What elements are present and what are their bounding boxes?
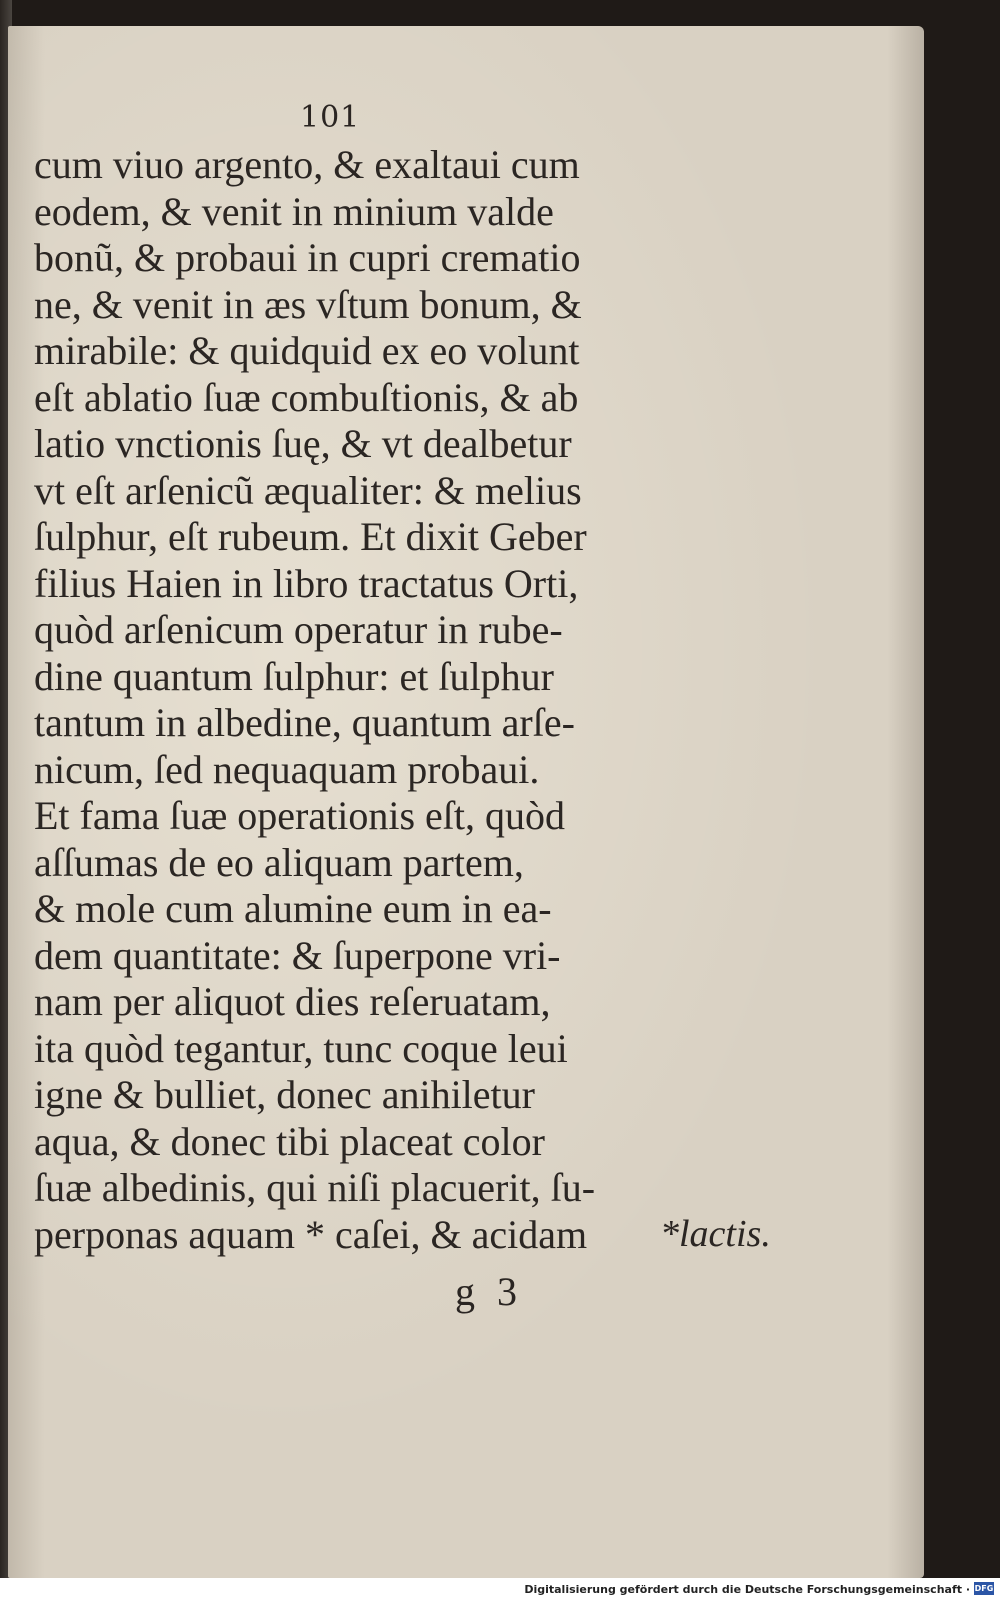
dfg-logo: DFG [974,1584,994,1593]
text-line: igne & bulliet, donec anihiletur [34,1072,535,1117]
text-line: dem quantitate: & ſuperpone vri- [34,932,561,978]
text-line: mirabile: & quidquid ex eo volunt [34,328,580,373]
page-number: 101 [300,100,361,135]
margin-annotation: *lactis. [660,1213,771,1255]
text-line: ſuæ albedinis, qui niſi placuerit, ſu- [34,1165,596,1210]
text-line: vt eſt arſenicũ æqualiter: & melius [34,467,582,513]
text-line: bonũ, & probaui in cupri crematio [34,235,581,280]
text-line: nam per aliquot dies reſeruatam, [34,979,551,1024]
page-text-block [34,142,674,1258]
text-line: eſt ablatio ſuæ combuſtionis, & ab [34,374,579,420]
text-line: ita quòd tegantur, tunc coque leui [34,1025,568,1071]
text-line: eodem, & venit in minium valde [34,188,554,234]
text-line: aſſumas de eo aliquam partem, [34,839,524,885]
text-line: ſulphur, eſt rubeum. Et dixit Geber [34,514,587,559]
text-line: cum viuo argento, & exaltaui cum [34,142,580,187]
text-line: tantum in albedine, quantum arſe- [34,700,575,745]
text-line: & mole cum alumine eum in ea- [34,886,552,931]
text-line: nicum, ſed nequaquam probaui. [34,746,540,792]
text-line: ne, & venit in æs vſtum bonum, & [34,281,582,327]
text-line: dine quantum ſulphur: et ſulphur [34,653,554,699]
digitization-credit: Digitalisierung gefördert durch die Deutsche Forschungsgemeinschaft · [524,1583,970,1596]
text-line: filius Haien in libro tractatus Orti, [34,560,579,606]
text-line: latio vnctionis ſuę, & vt dealbetur [34,421,572,466]
text-line: perponas aquam * caſei, & acidam [34,1211,588,1257]
text-line: quòd arſenicum operatur in rube- [34,607,563,652]
text-line: aqua, & donec tibi placeat color [34,1118,545,1164]
text-line: Et fama ſuæ operationis eſt, quòd [34,793,565,838]
signature-mark: g 3 [455,1269,523,1314]
